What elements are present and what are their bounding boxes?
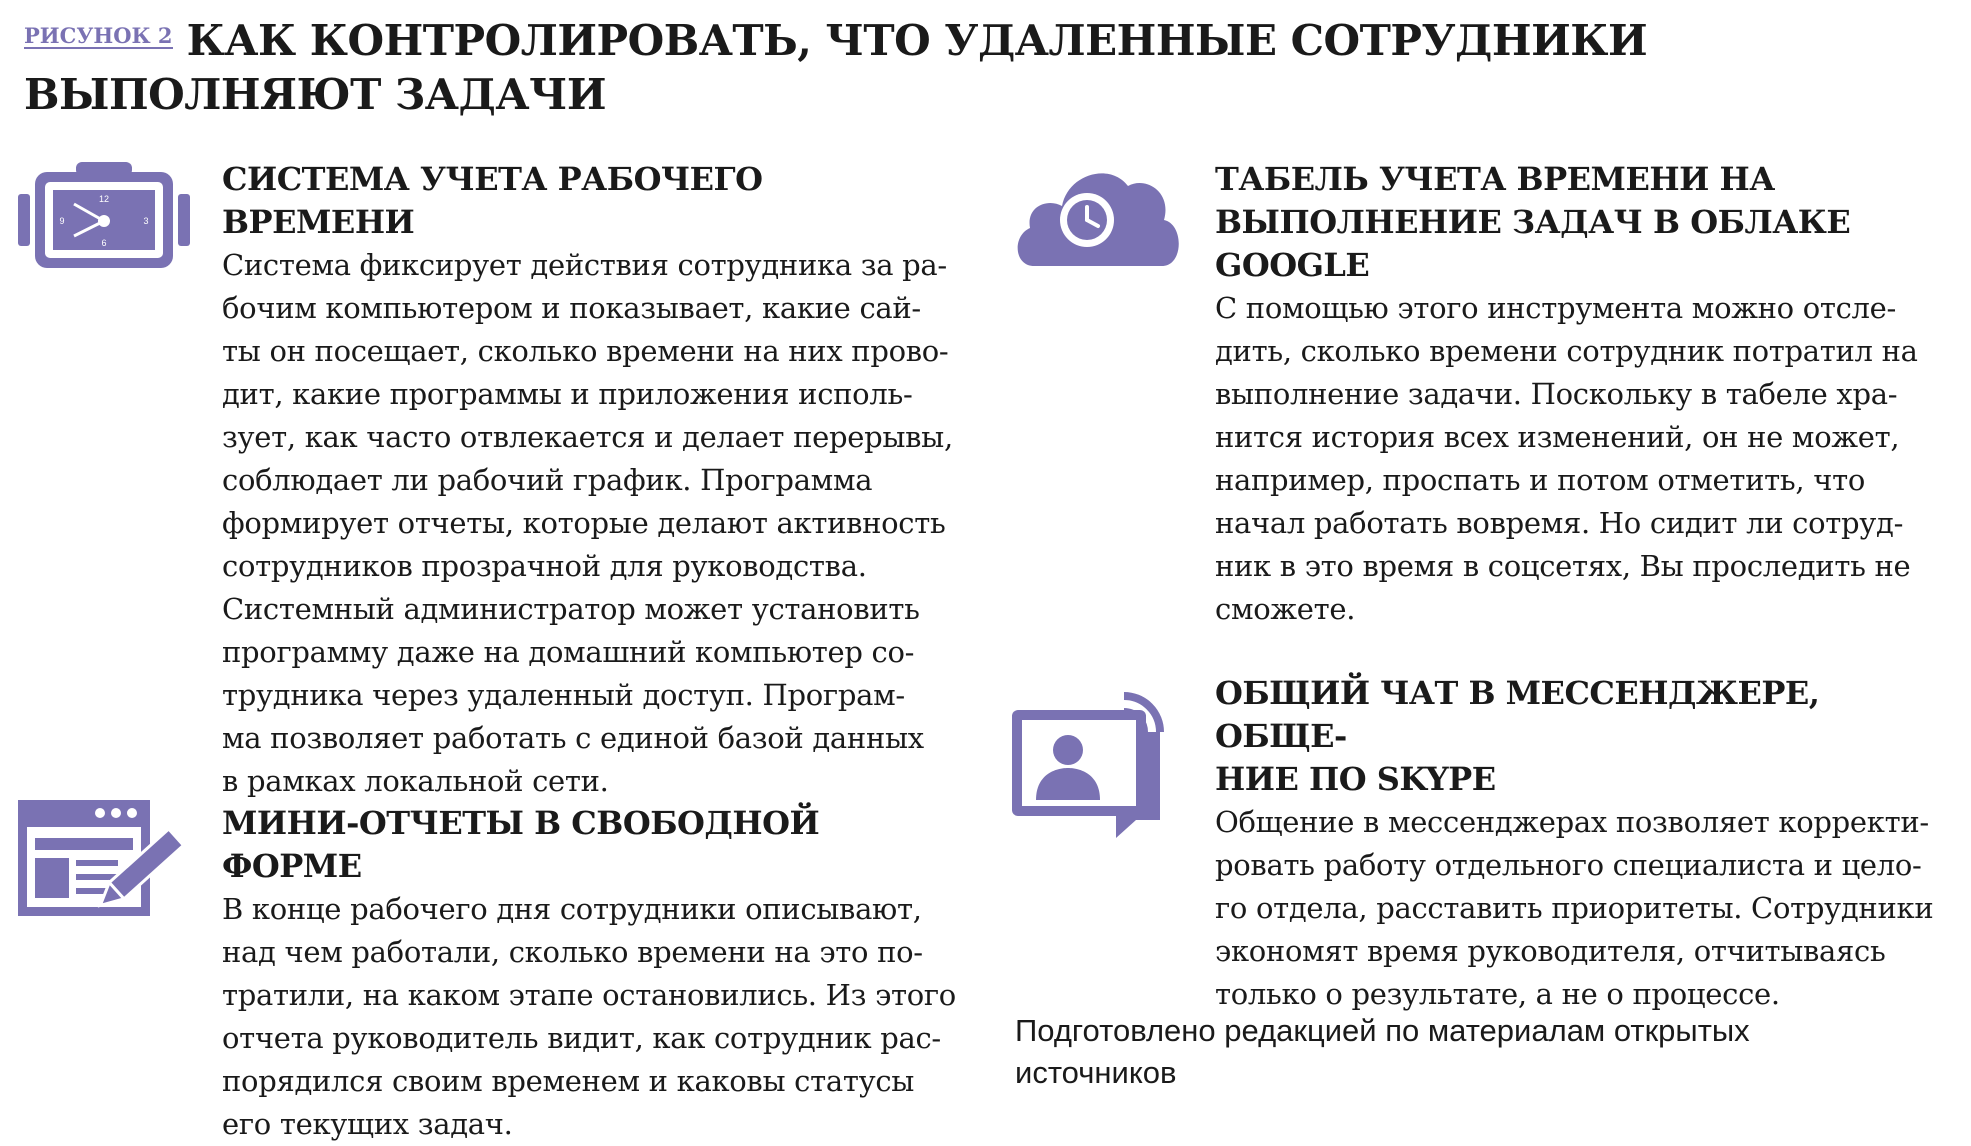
svg-text:6: 6 (101, 238, 107, 248)
svg-text:3: 3 (143, 216, 149, 226)
section-messenger-chat (1215, 672, 1955, 1016)
video-chat-icon (1012, 670, 1170, 840)
svg-text:12: 12 (98, 194, 110, 204)
cloud-clock-icon (1012, 162, 1184, 268)
section-body: В конце рабочего дня сотрудники описывают, над чем работали, сколько времени на это по- тратили, на каком этапе остановились. Из этого отчета руководитель видит, как сотрудник рас- порядился своим временем и каковы статусы его текущих задач. (222, 892, 956, 1141)
figure-label: РИСУНОК 2 (24, 23, 173, 48)
section-google-timesheet (1215, 158, 1955, 631)
clock-monitor-icon (18, 160, 190, 270)
source-credit: Подготовлено редакцией по материалам открытых источников (1015, 1013, 1750, 1090)
svg-text:9: 9 (59, 216, 65, 226)
section-time-tracking (222, 158, 962, 803)
section-heading: СИСТЕМА УЧЕТА РАБОЧЕГО ВРЕМЕНИ (222, 160, 763, 241)
page-title: КАК КОНТРОЛИРОВАТЬ, ЧТО УДАЛЕННЫЕ СОТРУДНИКИ ВЫПОЛНЯЮТ ЗАДАЧИ (24, 16, 1648, 119)
section-mini-reports (222, 802, 962, 1146)
section-body: Общение в мессенджерах позволяет корректи- ровать работу отдельного специалиста и цело- го отдела, расставить приоритеты. Сотрудники экономят время руководителя, отчитываясь только о результате, а не о процессе. (1215, 805, 1934, 1011)
section-body: Система фиксирует действия сотрудника за ра- бочим компьютером и показывает, какие сай- ты он посещает, сколько времени на них прово- дит, какие программы и приложения исполь- зует, как часто отвлекается и делает перерывы, соблюдает ли рабочий график. Программа формирует отчеты, которые делают активность сотрудников прозрачной для руководства. Системный администратор может установить программу даже на домашний компьютер со- трудника через удаленный доступ. Програм- ма позволяет работать с единой базой данных в рамках локальной сети. (222, 248, 953, 798)
figure-header (24, 14, 1964, 122)
section-body: С помощью этого инструмента можно отсле- дить, сколько времени сотрудник потратил на выполнение задачи. Поскольку в табеле хра- нится история всех изменений, он не может, например, проспать и потом отметить, что начал работать вовремя. Но сидит ли сотруд- ник в это время в соцсетях, Вы проследить не сможете. (1215, 291, 1918, 626)
section-heading: МИНИ-ОТЧЕТЫ В СВОБОДНОЙ ФОРМЕ (222, 804, 820, 885)
section-heading: ОБЩИЙ ЧАТ В МЕССЕНДЖЕРЕ, ОБЩЕ- НИЕ ПО SKYPE (1215, 674, 1820, 798)
report-edit-icon (18, 800, 193, 918)
section-heading: ТАБЕЛЬ УЧЕТА ВРЕМЕНИ НА ВЫПОЛНЕНИЕ ЗАДАЧ В ОБЛАКЕ GOOGLE (1215, 160, 1851, 284)
